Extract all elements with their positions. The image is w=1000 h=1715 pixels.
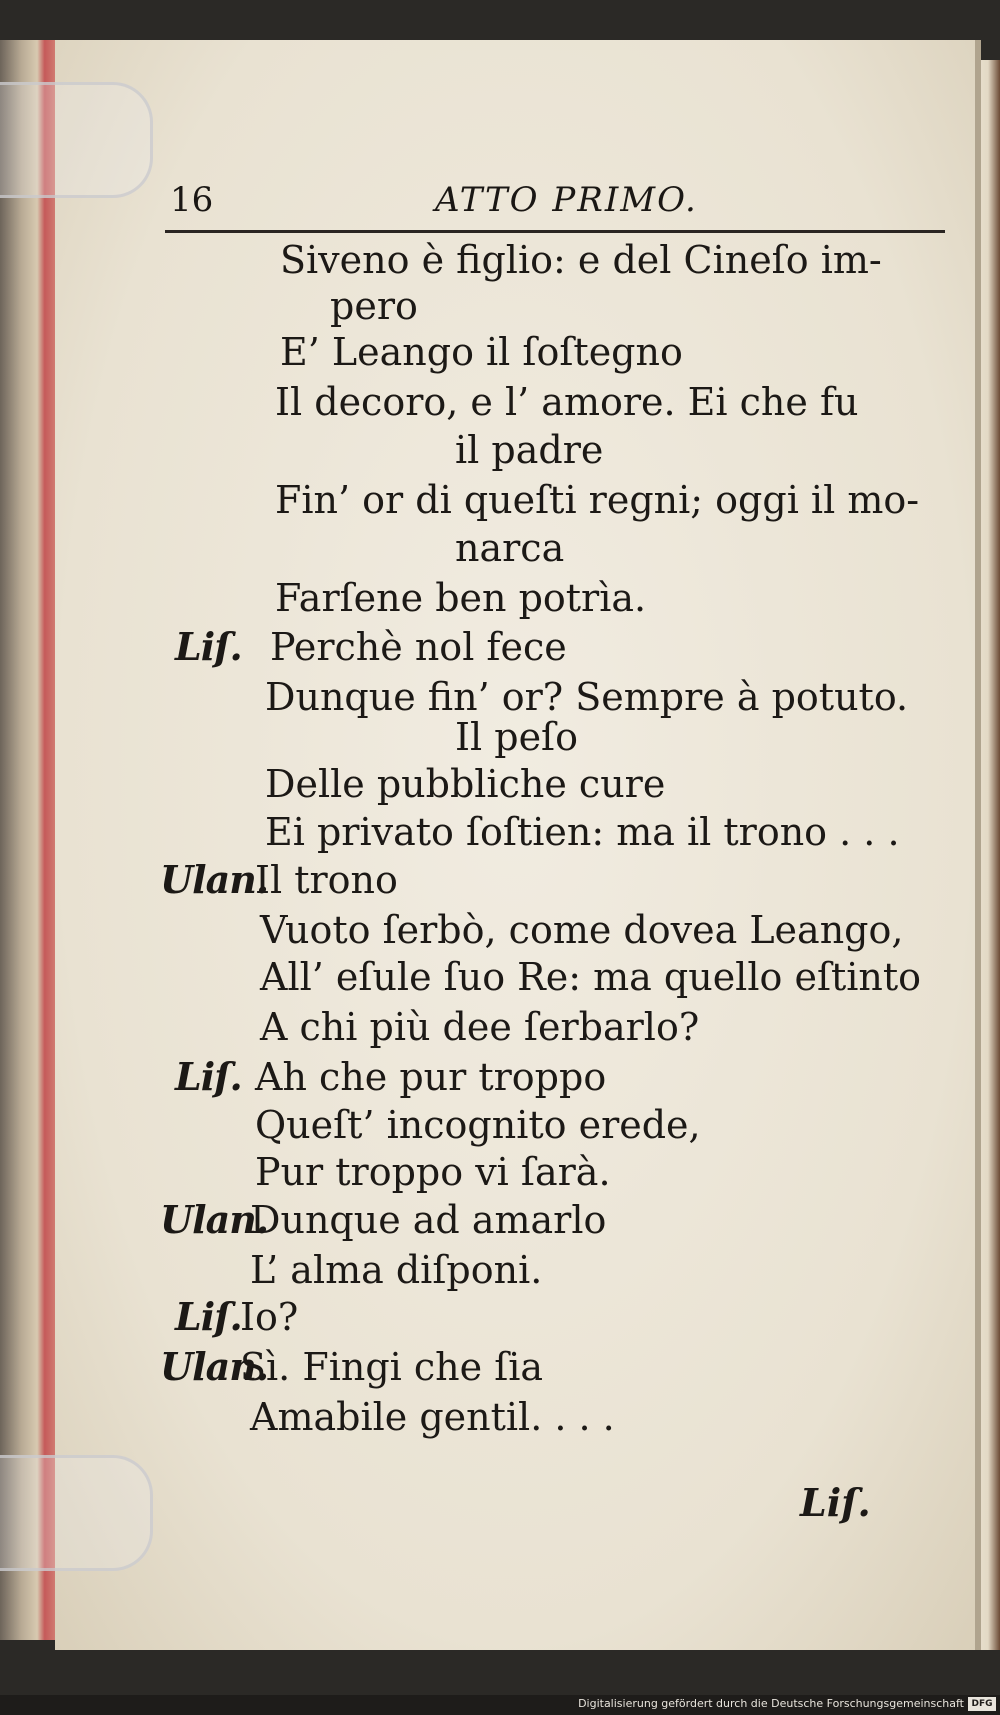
page-number: 16 [170,180,214,220]
line-text: Ah che pur troppo [255,1055,607,1099]
verse-line [275,380,859,424]
line-text: Sì. Fingi che ſia [240,1345,544,1389]
catchword: Liſ. [800,1480,871,1525]
verse-line [330,284,418,328]
verse-line [280,330,683,374]
verse-line [265,762,665,806]
line-text: Farſene ben potrìa. [275,576,647,620]
speaker-label: Ulan. [160,1344,269,1389]
verse-line [280,238,882,282]
line-text: Pur troppo vi ſarà. [255,1150,611,1194]
verse-line [250,1395,615,1439]
verse-line [260,908,903,952]
verse-line [250,1248,542,1292]
line-text: Siveno è figlio: e del Cineſo im- [280,238,882,282]
line-text: narca [455,526,565,570]
speaker-label: Liſ. [175,1294,242,1339]
line-text: Il trono [255,858,398,902]
line-text: Io? [240,1295,299,1339]
line-text: E’ Leango il ſoſtegno [280,330,683,374]
line-text: Delle pubbliche cure [265,762,666,806]
line-text: pero [330,284,418,328]
running-title: ATTO PRIMO. [435,180,698,220]
line-text: Ei privato ſoſtien: ma il trono . . . [265,810,900,854]
verse-line [255,1150,611,1194]
line-text: Vuoto ſerbò, come dovea Leango, [260,908,904,952]
verse-line [265,810,900,854]
line-text: Queſt’ incognito erede, [255,1103,701,1147]
line-text: Dunque ad amarlo [250,1198,607,1242]
page-header [170,180,945,220]
verse-line [275,576,646,620]
verse-line [260,955,921,999]
page-clip-bottom [0,1455,153,1571]
line-text: Il peſo [455,715,578,759]
page-edge-left [0,40,62,1640]
verse-line [265,675,908,719]
verse-line [255,1103,701,1147]
line-text: All’ eſule ſuo Re: ma quello eſtinto [260,955,922,999]
verse-line [260,1005,699,1049]
line-text: Il decoro, e l’ amore. Ei che fu [275,380,859,424]
verse-line [455,428,603,472]
verse-line [455,526,564,570]
speaker-label: Ulan. [160,857,269,902]
verse-line [455,715,578,759]
line-text: L’ alma diſponi. [250,1248,543,1292]
line-text: Dunque fin’ or? Sempre à potuto. [265,675,909,719]
line-text: il padre [455,428,604,472]
speaker-label: Liſ. [175,1054,242,1099]
line-text: A chi più dee ſerbarlo? [260,1005,700,1049]
speaker-label: Liſ. [175,624,242,669]
speaker-label: Ulan. [160,1197,269,1242]
dfg-logo: DFG [968,1697,996,1711]
line-text: Fin’ or di queſti regni; oggi il mo- [275,478,920,522]
header-rule [165,230,945,233]
verse-line [275,478,919,522]
page-clip-top [0,82,153,198]
footer-credit: Digitalisierung gefördert durch die Deutsche Forschungsgemeinschaft [578,1697,964,1710]
line-text: Perchè nol fece [270,625,567,669]
line-text: Amabile gentil. . . . [250,1395,615,1439]
